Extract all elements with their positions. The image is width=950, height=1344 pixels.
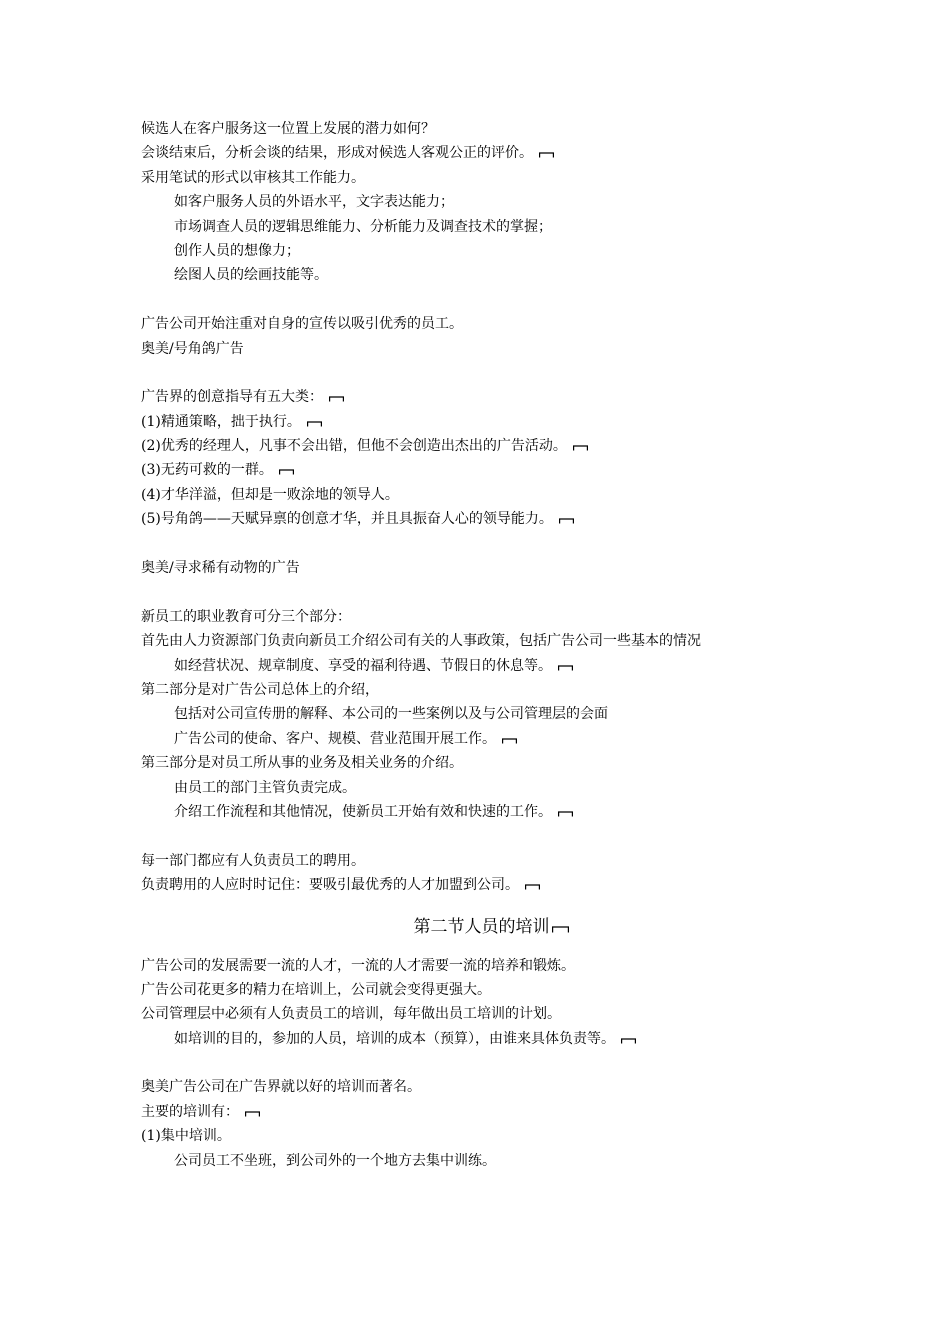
paragraph-mark-icon — [559, 518, 574, 524]
text-line-content: 第三部分是对员工所从事的业务及相关业务的介绍。 — [141, 755, 463, 772]
text-line-content: (4)才华洋溢，但却是一败涂地的领导人。 — [141, 486, 399, 503]
paragraph-mark-icon — [502, 738, 517, 744]
text-line-content: 奥美/寻求稀有动物的广告 — [141, 560, 300, 577]
text-line — [141, 605, 841, 629]
text-line — [141, 849, 841, 873]
text-line-content: 每一部门都应有人负责员工的聘用。 — [141, 852, 365, 869]
text-line — [141, 751, 841, 775]
section-heading-text: 第二节人员的培训 — [413, 916, 550, 937]
text-line-content: 介绍工作流程和其他情况，使新员工开始有效和快速的工作。 — [174, 803, 552, 820]
text-line-content: 候选人在客户服务这一位置上发展的潜力如何？ — [141, 121, 435, 137]
text-line — [141, 507, 841, 531]
text-line — [141, 337, 841, 361]
text-line — [141, 1002, 841, 1026]
text-line-content: 如经营状况、规章制度、享受的福利待遇、节假日的休息等。 — [174, 657, 552, 674]
paragraph-mark-icon — [525, 884, 540, 890]
text-line — [141, 434, 841, 458]
text-line — [141, 629, 841, 653]
text-line — [141, 873, 841, 897]
paragraph-gap — [141, 824, 841, 848]
text-line — [141, 385, 841, 409]
text-line-content: 奥美广告公司在广告界就以好的培训而著名。 — [141, 1079, 421, 1096]
text-line — [141, 483, 841, 507]
text-line-content: 如客户服务人员的外语水平，文字表达能力； — [174, 194, 454, 211]
text-line — [141, 1027, 841, 1051]
text-line — [141, 702, 841, 726]
text-line — [141, 978, 841, 1002]
text-line-content: 创作人员的想像力； — [174, 242, 300, 259]
text-line-content: 市场调查人员的逻辑思维能力、分析能力及调查技术的掌握； — [174, 218, 552, 235]
paragraph-mark-icon — [539, 152, 554, 158]
text-line — [141, 215, 841, 239]
text-line — [141, 776, 841, 800]
text-line — [141, 1124, 841, 1148]
text-line-content: 负责聘用的人应时时记住：要吸引最优秀的人才加盟到公司。 — [141, 877, 519, 894]
text-line-content: 绘图人员的绘画技能等。 — [174, 267, 328, 284]
section-heading — [141, 902, 841, 952]
paragraph-mark-icon — [279, 469, 294, 475]
text-line — [141, 1149, 841, 1173]
text-line-content: 广告公司花更多的精力在培训上，公司就会变得更强大。 — [141, 981, 491, 998]
text-line-content: 广告公司的发展需要一流的人才，一流的人才需要一流的培养和锻炼。 — [141, 957, 575, 974]
text-line-content: 主要的培训有： — [141, 1103, 239, 1120]
text-line-content: (5)号角鸽——天赋异禀的创意才华，并且具振奋人心的领导能力。 — [141, 511, 553, 528]
paragraph-gap — [141, 532, 841, 556]
text-line — [141, 556, 841, 580]
text-line-content: 奥美/号角鸽广告 — [141, 340, 244, 357]
paragraph-mark-icon — [329, 396, 344, 402]
text-line — [141, 1100, 841, 1124]
text-line — [141, 190, 841, 214]
paragraph-gap — [141, 288, 841, 312]
text-line-content: (1)精通策略，拙于执行。 — [141, 413, 301, 430]
text-line — [141, 141, 841, 165]
text-line — [141, 263, 841, 287]
text-line-content: 会谈结束后，分析会谈的结果，形成对候选人客观公正的评价。 — [141, 145, 533, 162]
text-line-content: 由员工的部门主管负责完成。 — [174, 779, 356, 796]
text-line-content: 广告公司开始注重对自身的宣传以吸引优秀的员工。 — [141, 316, 463, 333]
text-line — [141, 117, 841, 141]
paragraph-mark-icon — [245, 1111, 260, 1117]
paragraph-mark-icon — [552, 926, 569, 933]
paragraph-mark-icon — [558, 811, 573, 817]
text-line-content: (3)无药可救的一群。 — [141, 462, 273, 479]
text-line-content: 公司员工不坐班，到公司外的一个地方去集中训练。 — [174, 1152, 496, 1169]
text-line — [141, 410, 841, 434]
text-line-content: 广告公司的使命、客户、规模、营业范围开展工作。 — [174, 730, 496, 747]
text-line — [141, 678, 841, 702]
paragraph-gap — [141, 580, 841, 604]
text-line — [141, 954, 841, 978]
text-line-content: 广告界的创意指导有五大类： — [141, 389, 323, 406]
paragraph-mark-icon — [573, 445, 588, 451]
text-line — [141, 239, 841, 263]
text-line-content: 第二部分是对广告公司总体上的介绍， — [141, 681, 379, 698]
text-line — [141, 727, 841, 751]
text-line-content: (1)集中培训。 — [141, 1128, 231, 1145]
text-line — [141, 166, 841, 190]
paragraph-gap — [141, 361, 841, 385]
text-line-content: 公司管理层中必须有人负责员工的培训，每年做出员工培训的计划。 — [141, 1006, 561, 1023]
text-line-content: 首先由人力资源部门负责向新员工介绍公司有关的人事政策，包括广告公司一些基本的情况 — [141, 633, 701, 650]
paragraph-mark-icon — [558, 665, 573, 671]
document-body — [141, 117, 841, 1173]
paragraph-gap — [141, 1051, 841, 1075]
paragraph-mark-icon — [621, 1038, 636, 1044]
text-line-content: 如培训的目的，参加的人员，培训的成本（预算），由谁来具体负责等。 — [174, 1030, 615, 1047]
text-line-content: (2)优秀的经理人，凡事不会出错，但他不会创造出杰出的广告活动。 — [141, 438, 567, 455]
text-line — [141, 654, 841, 678]
text-line-content: 新员工的职业教育可分三个部分： — [141, 608, 351, 625]
text-line-content: 包括对公司宣传册的解释、本公司的一些案例以及与公司管理层的会面 — [174, 706, 608, 723]
text-line — [141, 1075, 841, 1099]
text-line — [141, 458, 841, 482]
text-line — [141, 312, 841, 336]
text-line-content: 采用笔试的形式以审核其工作能力。 — [141, 169, 365, 186]
text-line — [141, 800, 841, 824]
paragraph-mark-icon — [307, 421, 322, 427]
